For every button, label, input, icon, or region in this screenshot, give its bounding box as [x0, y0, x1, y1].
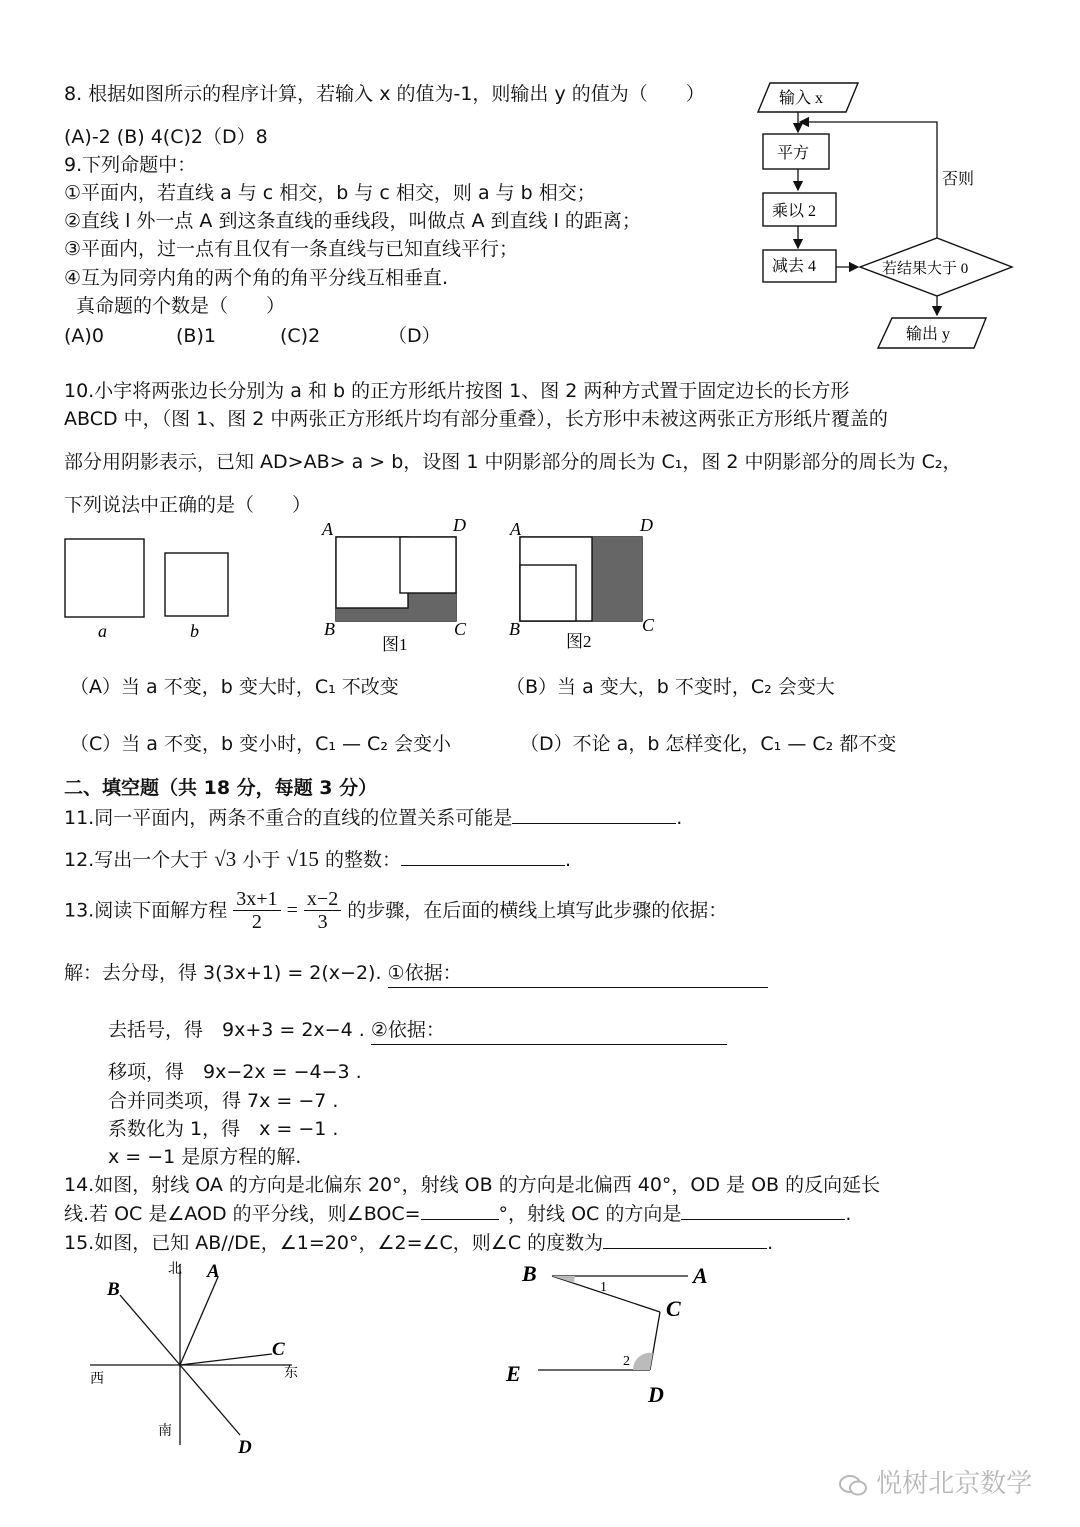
- svg-text:图2: 图2: [566, 632, 592, 651]
- q11-blank[interactable]: [512, 803, 676, 824]
- figure-1: [321, 515, 467, 654]
- svg-text:B: B: [324, 619, 335, 639]
- q11: 11.同一平面内，两条不重合的直线的位置关系可能是 .: [64, 803, 682, 832]
- q10-line-1: 10.小宇将两张边长分别为 a 和 b 的正方形纸片按图 1、图 2 两种方式置于固定边长的长方形: [64, 380, 850, 402]
- svg-text:D: D: [648, 1382, 664, 1407]
- q15-blank[interactable]: [603, 1228, 767, 1249]
- svg-text:C: C: [666, 1296, 681, 1321]
- q10-line-4: 下列说法中正确的是（ ）: [64, 494, 312, 516]
- square-a: [65, 539, 144, 617]
- q9-option-d: （D）: [388, 325, 441, 347]
- svg-text:a: a: [98, 621, 107, 641]
- q12-blank[interactable]: [401, 845, 565, 866]
- svg-text:C: C: [272, 1339, 285, 1360]
- q10-line-3: 部分用阴影表示，已知 AD>AB> a > b，设图 1 中阴影部分的周长为 C₁，图 2 中阴影部分的周长为 C₂，: [64, 451, 962, 473]
- svg-text:A: A: [207, 1261, 220, 1282]
- svg-text:D: D: [238, 1437, 252, 1458]
- q13-step-6: x = −1 是原方程的解.: [108, 1146, 302, 1168]
- svg-text:D: D: [453, 515, 466, 535]
- svg-text:C: C: [642, 615, 655, 635]
- q10-figures: [60, 515, 680, 660]
- q10-option-b: （B）当 a 变大，b 不变时，C₂ 会变大: [506, 676, 835, 698]
- q13-step-5: 系数化为 1，得 x = −1 .: [108, 1118, 339, 1140]
- compass-figure: [80, 1255, 320, 1465]
- ray-od: [180, 1365, 240, 1435]
- q13-step-1: 解：去分母，得 3(3x+1) = 2(x−2). ①依据：: [64, 959, 768, 988]
- parallel-lines-figure: [500, 1255, 730, 1415]
- svg-text:A: A: [693, 1263, 708, 1288]
- q14-line-1: 14.如图，射线 OA 的方向是北偏东 20°，射线 OB 的方向是北偏西 40°，OD 是 OB 的反向延长: [64, 1174, 881, 1196]
- q13-step-4: 合并同类项，得 7x = −7 .: [108, 1090, 339, 1112]
- q9-item-4: ④互为同旁内角的两个角的角平分线互相垂直.: [64, 267, 449, 289]
- svg-text:E: E: [506, 1361, 521, 1386]
- svg-text:东: 东: [284, 1366, 298, 1381]
- q12: 12.写出一个大于 √3 小于 √15 的整数： .: [64, 847, 572, 871]
- flow-else: 否则: [942, 171, 975, 188]
- svg-text:A: A: [510, 519, 521, 539]
- q9-option-b: (B)1: [176, 325, 216, 347]
- q9-option-c: (C)2: [280, 325, 321, 347]
- figure-2: [509, 515, 655, 651]
- ray-oa: [180, 1277, 218, 1365]
- svg-text:b: b: [190, 621, 199, 641]
- square-b: [165, 553, 228, 616]
- q10-option-c: （C）当 a 不变，b 变小时，C₁ — C₂ 会变小: [70, 733, 451, 755]
- q13-step-3: 移项，得 9x−2x = −4−3 .: [108, 1061, 362, 1083]
- q14-line-2: 线.若 OC 是∠AOD 的平分线，则∠BOC= °，射线 OC 的方向是 .: [64, 1199, 851, 1228]
- q9-item-1: ①平面内，若直线 a 与 c 相交，b 与 c 相交，则 a 与 b 相交；: [64, 182, 596, 204]
- svg-text:南: 南: [158, 1424, 172, 1439]
- q15-text: 15.如图，已知 AB//DE，∠1=20°，∠2=∠C，则∠C 的度数为 .: [64, 1228, 773, 1257]
- q9-option-a: (A)0: [64, 325, 104, 347]
- q10-option-a: （A）当 a 不变，b 变大时，C₁ 不改变: [70, 676, 399, 698]
- q9-question: 真命题的个数是（ ）: [76, 295, 286, 317]
- svg-text:B: B: [107, 1279, 120, 1300]
- svg-text:图1: 图1: [382, 635, 408, 654]
- flow-minus4: 减去 4: [772, 258, 817, 275]
- q13-step-2: 去括号，得 9x+3 = 2x−4 . ②依据：: [108, 1016, 727, 1045]
- q9-title: 9.下列命题中：: [64, 154, 197, 176]
- flowchart: [750, 78, 1030, 358]
- watermark: 悦树北京数学: [838, 1463, 1032, 1500]
- q9-item-2: ②直线 l 外一点 A 到这条直线的垂线段，叫做点 A 到直线 l 的距离；: [64, 210, 641, 232]
- angle-1-mark: [552, 1276, 575, 1283]
- svg-text:西: 西: [90, 1372, 104, 1387]
- q13-blank-1[interactable]: ①依据：: [388, 959, 768, 988]
- q13-stem: 13.阅读下面解方程 $\frac{3x+1}{2}$ = $\frac{x-2}{3}$ 的步骤，在后面的横线上填写此步骤的依据：: [64, 888, 728, 933]
- flow-times2: 乘以 2: [772, 203, 817, 220]
- ray-ob: [120, 1295, 180, 1365]
- svg-text:2: 2: [623, 1354, 630, 1369]
- q13-blank-2[interactable]: ②依据：: [371, 1016, 727, 1045]
- svg-text:北: 北: [168, 1262, 182, 1277]
- q8-options: (A)-2 (B) 4(C)2（D）8: [64, 126, 268, 148]
- flow-decision: 若结果大于 0: [882, 261, 969, 277]
- q14-blank-2[interactable]: [681, 1199, 845, 1220]
- q14-blank-1[interactable]: [421, 1199, 499, 1220]
- svg-text:1: 1: [600, 1280, 607, 1295]
- q10-option-d: （D）不论 a，b 怎样变化，C₁ — C₂ 都不变: [520, 733, 897, 755]
- svg-text:A: A: [322, 519, 333, 539]
- q8-stem: 8. 根据如图所示的程序计算，若输入 x 的值为-1，则输出 y 的值为（ ）: [64, 83, 705, 105]
- svg-text:C: C: [454, 619, 467, 639]
- q10-line-2: ABCD 中，（图 1、图 2 中两张正方形纸片均有部分重叠），长方形中未被这两张正方形纸片覆盖的: [64, 408, 888, 430]
- svg-text:B: B: [522, 1261, 537, 1286]
- svg-text:B: B: [509, 619, 520, 639]
- ray-oc: [180, 1354, 272, 1365]
- section-title: 二、填空题（共 18 分，每题 3 分）: [64, 777, 378, 799]
- flow-output: 输出 y: [906, 326, 951, 343]
- angle-2-mark: [633, 1353, 653, 1370]
- flow-input: 输入 x: [779, 90, 824, 107]
- svg-text:D: D: [640, 515, 653, 535]
- flow-square: 平方: [777, 145, 810, 162]
- q9-item-3: ③平面内，过一点有且仅有一条直线与已知直线平行；: [64, 238, 519, 260]
- wechat-icon: [838, 1473, 868, 1497]
